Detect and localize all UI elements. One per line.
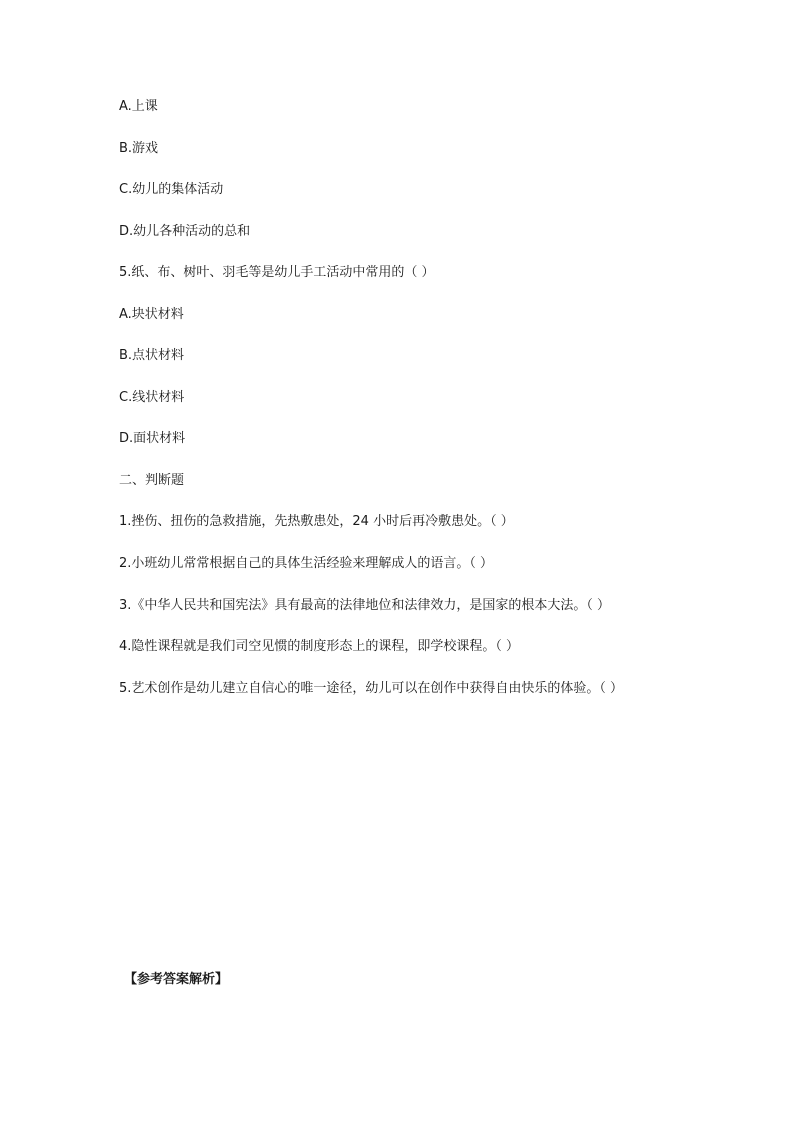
judgment-item-5: 5.艺术创作是幼儿建立自信心的唯一途径，幼儿可以在创作中获得自由快乐的体验。（ ） — [119, 681, 624, 696]
option-q5-b: B.点状材料 — [119, 348, 185, 363]
question-5-text: 5.纸、布、树叶、羽毛等是幼儿手工活动中常用的（ ） — [119, 265, 435, 280]
option-q4-a: A.上课 — [119, 99, 158, 114]
option-q5-a: A.块状材料 — [119, 307, 184, 322]
option-q5-c: C.线状材料 — [119, 390, 185, 405]
judgment-item-2: 2.小班幼儿常常根据自己的具体生活经验来理解成人的语言。（ ） — [119, 556, 494, 571]
option-q4-d: D.幼儿各种活动的总和 — [119, 224, 251, 239]
option-q5-d: D.面状材料 — [119, 431, 186, 446]
judgment-item-1: 1.挫伤、扭伤的急救措施，先热敷患处，24 小时后再冷敷患处。（ ） — [119, 514, 514, 529]
judgment-item-4: 4.隐性课程就是我们司空见惯的制度形态上的课程，即学校课程。（ ） — [119, 639, 520, 654]
judgment-item-3: 3.《中华人民共和国宪法》具有最高的法律地位和法律效力，是国家的根本大法。（ ） — [119, 598, 611, 613]
answer-heading: 【参考答案解析】 — [124, 972, 229, 987]
option-q4-b: B.游戏 — [119, 141, 159, 156]
section-heading: 二、判断题 — [119, 473, 185, 488]
option-q4-c: C.幼儿的集体活动 — [119, 182, 224, 197]
